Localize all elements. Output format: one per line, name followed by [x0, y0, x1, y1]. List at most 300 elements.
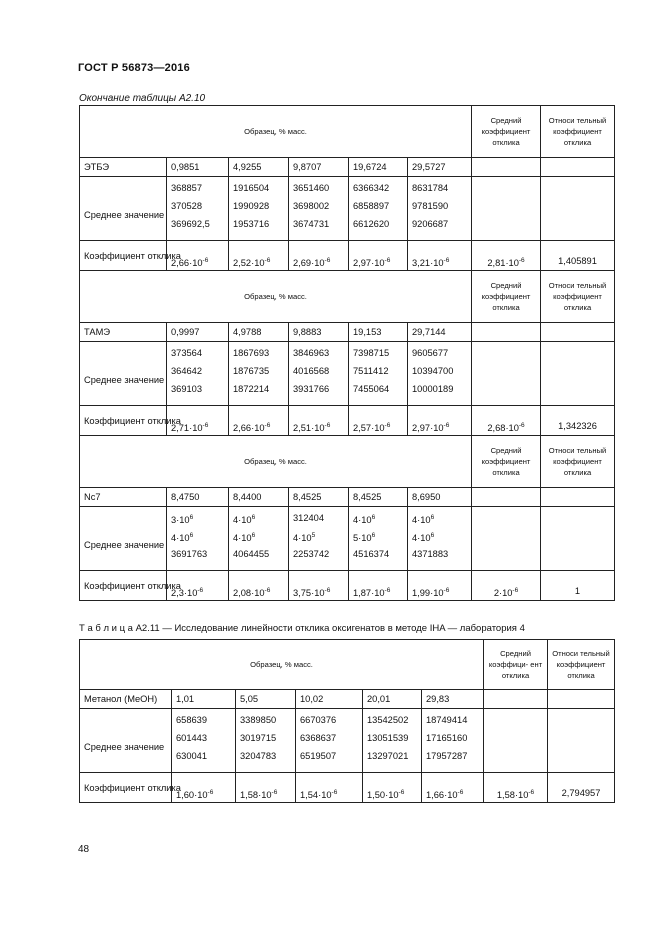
mean-value-value: 3674731	[293, 219, 330, 229]
concentration-cell: 8,6950	[408, 488, 472, 507]
mean-value-value: 17957287	[426, 751, 468, 761]
mean-value-value: 6519507	[300, 751, 337, 761]
mean-label-cell	[80, 177, 167, 241]
coef-exponent: -6	[197, 587, 204, 594]
mean-value	[293, 545, 344, 563]
response-2-value: 601443	[176, 733, 208, 743]
coef-value: 1,58·10	[240, 790, 272, 801]
rel-coef-cell	[548, 773, 615, 803]
response-2-value: 6368637	[300, 733, 337, 743]
coef	[233, 417, 284, 435]
response-2-value: 3698002	[293, 201, 330, 211]
rel-coef-cell	[541, 406, 615, 436]
coef-exponent: -6	[264, 422, 271, 429]
concentration-row	[80, 323, 615, 342]
coef-exponent: -6	[457, 789, 464, 796]
empty-cell	[541, 158, 615, 177]
coef	[353, 252, 403, 270]
empty-cell	[541, 342, 615, 406]
mean-value-value: 1872214	[233, 384, 270, 394]
response-2	[171, 527, 224, 545]
coef-cell	[167, 571, 229, 601]
response-row	[80, 342, 615, 406]
response-1	[293, 509, 344, 527]
coef-value: 1,87·10	[353, 588, 385, 599]
response-2-value: 3019715	[240, 733, 277, 743]
mean-label: Среднее значение	[84, 742, 165, 752]
response-1-value: 3651460	[293, 183, 330, 193]
response-2	[353, 197, 403, 215]
response-cell	[408, 177, 472, 241]
coef-exponent: -6	[264, 587, 271, 594]
response-1	[426, 711, 479, 729]
response-cell	[349, 342, 408, 406]
table-continuation-caption: Окончание таблицы А2.10	[79, 93, 206, 104]
response-cell	[229, 177, 289, 241]
response-1	[412, 509, 467, 527]
coef-value: 3,75·10	[293, 588, 325, 599]
response-1	[353, 509, 403, 527]
response-1	[412, 179, 467, 197]
concentration-cell: 9,8707	[289, 158, 349, 177]
header-avg-coef-cell: Средний коэффици- ент отклика	[484, 640, 548, 690]
coef-cell	[236, 773, 296, 803]
coef-cell	[408, 241, 472, 271]
avg-coef-exponent: -6	[512, 587, 519, 594]
response-cell	[167, 177, 229, 241]
response-1-value: 6670376	[300, 715, 337, 725]
mean-value-value: 3931766	[293, 384, 330, 394]
empty-cell	[472, 177, 541, 241]
response-2-value: 7511412	[353, 366, 389, 376]
mean-value-value: 369103	[171, 384, 203, 394]
header-rel-coef-cell: Относи тельный коэффициент отклика	[541, 436, 615, 488]
response-2-value: 4·10	[171, 533, 190, 544]
response-2-exponent: 6	[430, 532, 435, 539]
mean-value	[353, 215, 403, 233]
response-cell	[296, 709, 363, 773]
response-cell	[349, 177, 408, 241]
coef-cell	[289, 406, 349, 436]
concentration-cell: 20,01	[363, 690, 422, 709]
concentration-cell: 1,01	[172, 690, 236, 709]
rel-coef: 1,405891	[558, 256, 597, 266]
coef-cell	[167, 406, 229, 436]
response-cell	[289, 177, 349, 241]
coef-label-cell	[80, 571, 181, 601]
mean-value-value: 9206687	[412, 219, 449, 229]
mean-value	[412, 545, 467, 563]
coef-exponent: -6	[331, 789, 338, 796]
coef-exponent: -6	[384, 257, 391, 264]
coef-value: 2,52·10	[233, 258, 265, 269]
avg-coef-value: 2,68·10	[487, 423, 519, 434]
coef	[240, 784, 291, 802]
concentration-cell: 4,9788	[229, 323, 289, 342]
table-a2-11-caption: Т а б л и ц а А2.11 — Исследование линейности отклика оксигенатов в методе IHA — лаборатория 4	[79, 623, 525, 634]
response-2-value: 4016568	[293, 366, 330, 376]
mean-label-cell	[80, 507, 167, 571]
response-2	[233, 197, 284, 215]
response-cell	[289, 507, 349, 571]
concentration-row	[80, 158, 615, 177]
header-sample-cell: Образец, % масс.	[80, 436, 472, 488]
mean-value	[233, 215, 284, 233]
empty-cell	[548, 690, 615, 709]
mean-value	[353, 545, 403, 563]
response-cell	[229, 342, 289, 406]
concentration-cell: 0,9997	[167, 323, 229, 342]
coef-label: Коэффициент отклика	[84, 415, 181, 426]
response-2-value: 1876735	[233, 366, 270, 376]
empty-cell	[541, 507, 615, 571]
coef-value: 1,66·10	[426, 790, 458, 801]
coef-exponent: -6	[384, 422, 391, 429]
header-sample-cell: Образец, % масс.	[80, 271, 472, 323]
coef-value: 2,71·10	[171, 423, 203, 434]
response-2-value: 1990928	[233, 201, 270, 211]
mean-value	[353, 380, 403, 398]
coef-value: 1,60·10	[176, 790, 208, 801]
response-2-value: 4·10	[293, 533, 312, 544]
response-1-value: 368857	[171, 183, 203, 193]
response-1-value: 18749414	[426, 715, 468, 725]
coef	[171, 582, 224, 600]
coefficient-row	[80, 571, 615, 601]
coef	[353, 582, 403, 600]
coef-label-cell	[80, 406, 181, 436]
response-1-value: 312404	[293, 513, 325, 523]
avg-coef-value: 1,58·10	[496, 790, 529, 801]
empty-cell	[472, 488, 541, 507]
response-2-value: 10394700	[412, 366, 454, 376]
response-cell	[349, 507, 408, 571]
coef	[412, 252, 467, 270]
concentration-cell: 29,5727	[408, 158, 472, 177]
concentration-cell: 8,4750	[167, 488, 229, 507]
mean-value-value: 4516374	[353, 549, 390, 559]
coef	[171, 417, 224, 435]
mean-value-value: 4064455	[233, 549, 270, 559]
response-cell	[363, 709, 422, 773]
header-sample-cell: Образец, % масс.	[80, 640, 484, 690]
coef-value: 2,3·10	[171, 588, 198, 599]
response-cell	[408, 342, 472, 406]
concentration-cell: 10,02	[296, 690, 363, 709]
response-cell	[289, 342, 349, 406]
coef-value: 1,50·10	[367, 790, 399, 801]
response-1-value: 8631784	[412, 183, 449, 193]
concentration-cell: 29,7144	[408, 323, 472, 342]
mean-value-value: 630041	[176, 751, 208, 761]
response-2	[171, 362, 224, 380]
response-1-value: 1916504	[233, 183, 270, 193]
response-2-exponent: 5	[311, 532, 316, 539]
response-1	[240, 711, 291, 729]
coef-exponent: -6	[202, 257, 209, 264]
coef-value: 2,97·10	[412, 423, 444, 434]
coef-exponent: -6	[207, 789, 214, 796]
response-1	[353, 179, 403, 197]
avg-coef	[488, 784, 543, 802]
concentration-cell: 0,9851	[167, 158, 229, 177]
mean-value	[426, 747, 479, 765]
header-avg-coef-cell: Средний коэффициент отклика	[472, 271, 541, 323]
mean-value	[176, 747, 231, 765]
coef-value: 2,08·10	[233, 588, 265, 599]
avg-coef	[476, 252, 536, 270]
header-row	[80, 271, 615, 323]
response-cell	[236, 709, 296, 773]
coef-cell	[422, 773, 484, 803]
response-1	[233, 344, 284, 362]
coef-value: 2,69·10	[293, 258, 325, 269]
coef-cell	[408, 571, 472, 601]
response-2	[240, 729, 291, 747]
response-2-value: 4·10	[233, 533, 252, 544]
mean-value	[412, 380, 467, 398]
avg-coef-exponent: -6	[518, 257, 525, 264]
mean-value-value: 7455064	[353, 384, 390, 394]
coef	[300, 784, 358, 802]
response-1	[171, 344, 224, 362]
compound-name: Nc7	[80, 488, 167, 507]
coef	[171, 252, 224, 270]
mean-value	[300, 747, 358, 765]
response-1	[171, 179, 224, 197]
response-row	[80, 709, 615, 773]
concentration-row	[80, 488, 615, 507]
coef-cell	[296, 773, 363, 803]
coef-label: Коэффициент отклика	[84, 782, 181, 793]
concentration-cell: 5,05	[236, 690, 296, 709]
coef	[426, 784, 479, 802]
concentration-cell: 8,4525	[349, 488, 408, 507]
compound-name: ТАМЭ	[80, 323, 167, 342]
header-avg-coef-cell: Средний коэффициент отклика	[472, 436, 541, 488]
concentration-cell: 19,153	[349, 323, 408, 342]
coef-exponent: -6	[264, 257, 271, 264]
response-2-value: 13051539	[367, 733, 409, 743]
mean-label-cell	[80, 709, 172, 773]
coef	[176, 784, 231, 802]
empty-cell	[472, 507, 541, 571]
response-1	[233, 179, 284, 197]
mean-value	[233, 380, 284, 398]
response-1	[300, 711, 358, 729]
concentration-cell: 9,8883	[289, 323, 349, 342]
empty-cell	[541, 323, 615, 342]
coef-exponent: -6	[202, 422, 209, 429]
coef-label-cell	[80, 241, 181, 271]
response-1-exponent: 6	[371, 514, 376, 521]
empty-cell	[541, 488, 615, 507]
coef-cell	[167, 241, 229, 271]
compound-name: Метанол (MeOH)	[80, 690, 172, 709]
compound-name: ЭТБЭ	[80, 158, 167, 177]
coef-value: 2,97·10	[353, 258, 385, 269]
table-a2-10	[79, 105, 615, 601]
coef-cell	[229, 406, 289, 436]
response-2-exponent: 6	[251, 532, 256, 539]
mean-value	[293, 215, 344, 233]
coef	[353, 417, 403, 435]
concentration-cell: 29,83	[422, 690, 484, 709]
concentration-cell: 19,6724	[349, 158, 408, 177]
coef	[233, 582, 284, 600]
response-2	[412, 197, 467, 215]
response-1	[233, 509, 284, 527]
response-row	[80, 177, 615, 241]
coef-exponent: -6	[324, 422, 331, 429]
response-2	[171, 197, 224, 215]
coef	[412, 582, 467, 600]
coef-label: Коэффициент отклика	[84, 580, 181, 591]
coef-value: 2,51·10	[293, 423, 325, 434]
response-1-value: 6366342	[353, 183, 390, 193]
coef-cell	[289, 571, 349, 601]
empty-cell	[472, 158, 541, 177]
empty-cell	[548, 709, 615, 773]
header-rel-coef-cell: Относи тельный коэффициент отклика	[541, 271, 615, 323]
response-2-value: 17165160	[426, 733, 468, 743]
mean-value	[171, 215, 224, 233]
response-1-value: 7398715	[353, 348, 390, 358]
mean-value-value: 369692,5	[171, 219, 210, 229]
coef-exponent: -6	[443, 587, 450, 594]
coef-cell	[363, 773, 422, 803]
response-2-value: 9781590	[412, 201, 449, 211]
header-rel-coef-cell: Относи тельный коэффициент отклика	[541, 106, 615, 158]
response-1-value: 658639	[176, 715, 208, 725]
empty-cell	[484, 709, 548, 773]
coef-cell	[349, 406, 408, 436]
rel-coef: 1	[574, 586, 581, 596]
avg-coef-exponent: -6	[528, 789, 535, 796]
empty-cell	[472, 323, 541, 342]
coef-cell	[349, 241, 408, 271]
coef	[293, 582, 344, 600]
response-2	[233, 362, 284, 380]
empty-cell	[472, 342, 541, 406]
response-cell	[229, 507, 289, 571]
response-1-value: 13542502	[367, 715, 409, 725]
response-2	[367, 729, 417, 747]
response-1-value: 4·10	[353, 515, 372, 526]
response-2-value: 4·10	[412, 533, 431, 544]
header-avg-coef-cell: Средний коэффициент отклика	[472, 106, 541, 158]
mean-value-value: 6612620	[353, 219, 390, 229]
response-cell	[422, 709, 484, 773]
response-2	[353, 362, 403, 380]
document-header: ГОСТ Р 56873—2016	[78, 62, 190, 74]
response-1-value: 4·10	[412, 515, 431, 526]
coef	[293, 417, 344, 435]
response-2	[412, 362, 467, 380]
rel-coef: 2,794957	[561, 788, 601, 798]
coef-exponent: -6	[324, 587, 331, 594]
response-2	[426, 729, 479, 747]
mean-value	[233, 545, 284, 563]
mean-value-value: 2253742	[293, 549, 330, 559]
mean-value-value: 4371883	[412, 549, 449, 559]
response-2	[293, 197, 344, 215]
response-1-value: 4·10	[233, 515, 252, 526]
mean-value-value: 3204783	[240, 751, 277, 761]
response-2-value: 5·10	[353, 533, 372, 544]
mean-value	[412, 215, 467, 233]
avg-coef-cell	[472, 571, 541, 601]
header-sample-cell: Образец, % масс.	[80, 106, 472, 158]
coef-exponent: -6	[384, 587, 391, 594]
coef	[412, 417, 467, 435]
coefficient-row	[80, 773, 615, 803]
response-1	[293, 179, 344, 197]
mean-value	[240, 747, 291, 765]
coef	[367, 784, 417, 802]
coef-exponent: -6	[443, 422, 450, 429]
mean-value-value: 3691763	[171, 549, 208, 559]
response-1-value: 1867693	[233, 348, 270, 358]
coef-value: 1,99·10	[412, 588, 444, 599]
response-2-value: 364642	[171, 366, 203, 376]
coef-cell	[349, 571, 408, 601]
header-row	[80, 640, 615, 690]
response-2-exponent: 6	[189, 532, 194, 539]
response-2	[293, 527, 344, 545]
response-2	[353, 527, 403, 545]
mean-label: Среднее значение	[84, 210, 165, 220]
mean-value	[171, 380, 224, 398]
response-cell	[167, 342, 229, 406]
coefficient-row	[80, 406, 615, 436]
response-1	[293, 344, 344, 362]
mean-value-value: 13297021	[367, 751, 409, 761]
header-row	[80, 106, 615, 158]
mean-value-value: 1953716	[233, 219, 270, 229]
avg-coef-value: 2·10	[493, 588, 513, 599]
avg-coef	[476, 582, 536, 600]
coef-exponent: -6	[398, 789, 405, 796]
coef-value: 1,54·10	[300, 790, 332, 801]
mean-value	[293, 380, 344, 398]
coef-value: 2,66·10	[171, 258, 203, 269]
coef-exponent: -6	[443, 257, 450, 264]
response-2-value: 370528	[171, 201, 203, 211]
response-2	[233, 527, 284, 545]
coef-cell	[229, 571, 289, 601]
response-1-exponent: 6	[189, 514, 194, 521]
mean-label: Среднее значение	[84, 375, 165, 385]
coef-value: 2,57·10	[353, 423, 385, 434]
coef-value: 3,21·10	[412, 258, 444, 269]
concentration-row	[80, 690, 615, 709]
response-2	[412, 527, 467, 545]
response-2	[176, 729, 231, 747]
avg-coef-cell	[472, 406, 541, 436]
avg-coef-cell	[472, 241, 541, 271]
response-1	[353, 344, 403, 362]
mean-value	[171, 545, 224, 563]
empty-cell	[541, 177, 615, 241]
response-1	[176, 711, 231, 729]
response-1	[412, 344, 467, 362]
rel-coef-cell	[541, 241, 615, 271]
response-1-exponent: 6	[251, 514, 256, 521]
empty-cell	[484, 690, 548, 709]
mean-label: Среднее значение	[84, 540, 165, 550]
response-cell	[167, 507, 229, 571]
